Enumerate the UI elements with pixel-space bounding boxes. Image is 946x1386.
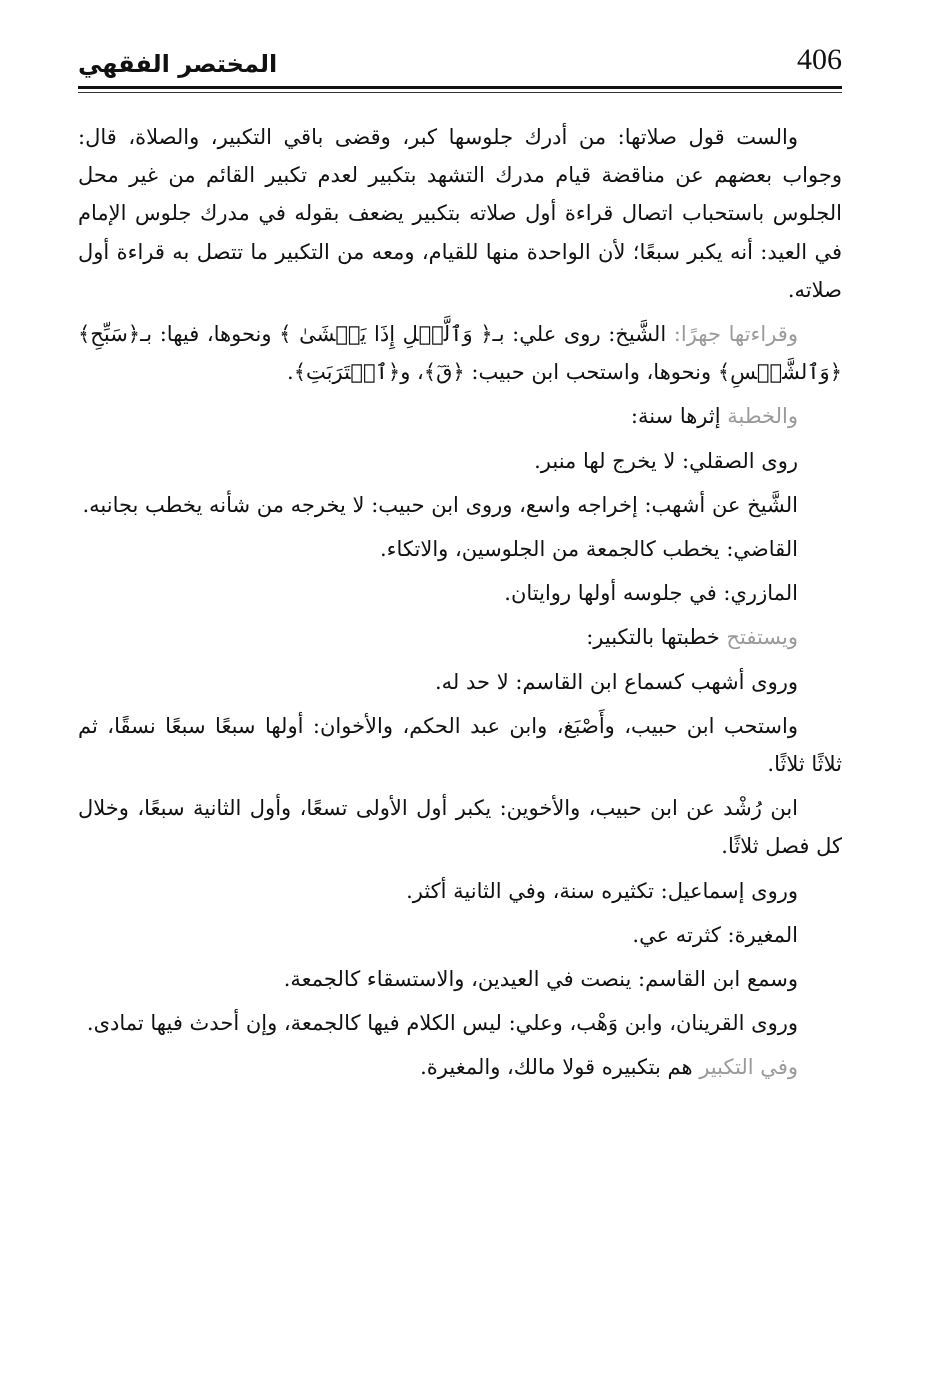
paragraph-2 — [78, 315, 842, 391]
paragraph-10 — [78, 707, 842, 783]
paragraph-text: المازري: في جلوسه أولها روايتان. — [504, 581, 798, 606]
paragraph-text: والست قول صلاتها: من أدرك جلوسها كبر، وقضى باقي التكبير، والصلاة، قال: وجواب بعضهم عن مناقضة قيام مدرك التشهد بتكبير لعدم تكبير القائم من غير محل الجلوس باستحباب اتصال قراءة أول صلاته بتكبير يضعف بقوله في مدرك جلوس الإمام في العيد: أنه يكبر سبعًا؛ لأن الواحدة منها للقيام، ومعه من التكبير ما تتصل به قراءة أول صلاته. — [78, 125, 842, 302]
paragraph-12 — [78, 872, 842, 910]
paragraph-text: إثرها سنة: — [630, 404, 721, 429]
paragraph-text: وروى القرينان، وابن وَهْب، وعلي: ليس الكلام فيها كالجمعة، وإن أحدث فيها تمادى. — [86, 1011, 798, 1036]
paragraph-4 — [78, 442, 842, 480]
paragraph-7 — [78, 574, 842, 612]
paragraph-text: القاضي: يخطب كالجمعة من الجلوسين، والاتكاء. — [379, 537, 798, 562]
paragraph-text: وروى إسماعيل: تكثيره سنة، وفي الثانية أكثر. — [406, 878, 798, 903]
paragraph-16 — [78, 1048, 842, 1086]
paragraph-8 — [78, 618, 842, 656]
paragraph-text: ابن رُشْد عن ابن حبيب، والأخوين: يكبر أول الأولى تسعًا، وأول الثانية سبعًا، وخلال كل فصل ثلاثًا. — [78, 796, 842, 859]
paragraph-6 — [78, 530, 842, 568]
paragraph-text: واستحب ابن حبيب، وأَصْبَغ، وابن عبد الحكم، والأخوان: أولها سبعًا سبعًا نسقًا، ثم ثلاثًا ثلاثًا. — [78, 713, 842, 777]
header-rule-thick — [78, 86, 842, 89]
paragraph-9 — [78, 663, 842, 701]
paragraph-text: المغيرة: كثرته عي. — [632, 922, 798, 947]
paragraph-11 — [78, 789, 842, 865]
body-text — [78, 118, 842, 1093]
paragraph-text: الشَّيخ عن أشهب: إخراجه واسع، وروى ابن حبيب: لا يخرجه من شأنه يخطب بجانبه. — [82, 492, 798, 517]
paragraph-text: وسمع ابن القاسم: ينصت في العيدين، والاستسقاء كالجمعة. — [283, 967, 798, 992]
paragraph-lead: وقراءتها جهرًا: — [666, 322, 798, 347]
page-number: 406 — [797, 43, 842, 76]
paragraph-13 — [78, 916, 842, 954]
paragraph-14 — [78, 960, 842, 998]
page-header — [78, 40, 842, 90]
paragraph-text: الشَّيخ: روى علي: بـ﴿ وَٱلَّيۡلِ إِذَا يَغۡشَىٰ ﴾ ونحوها، فيها: بـ﴿سَبِّحِ﴾ ﴿وَٱلشَّمۡسِ﴾ ونحوها، واستحب ابن حبيب: ﴿قٓ﴾، و﴿ٱقۡتَرَبَتِ﴾. — [78, 322, 842, 385]
paragraph-lead: وفي التكبير — [692, 1055, 798, 1080]
paragraph-15 — [78, 1004, 842, 1042]
paragraph-text: خطبتها بالتكبير: — [586, 625, 720, 650]
paragraph-5 — [78, 486, 842, 524]
header-rule-thin — [78, 92, 842, 93]
paragraph-3 — [78, 397, 842, 435]
paragraph-1 — [78, 118, 842, 309]
paragraph-text: هم بتكبيره قولا مالك، والمغيرة. — [420, 1055, 693, 1080]
paragraph-lead: والخطبة — [720, 404, 798, 429]
paragraph-lead: ويستفتح — [719, 625, 798, 650]
paragraph-text: روى الصقلي: لا يخرج لها منبر. — [534, 448, 798, 473]
book-title: المختصر الفقهي — [78, 50, 278, 78]
paragraph-text: وروى أشهب كسماع ابن القاسم: لا حد له. — [435, 669, 798, 694]
